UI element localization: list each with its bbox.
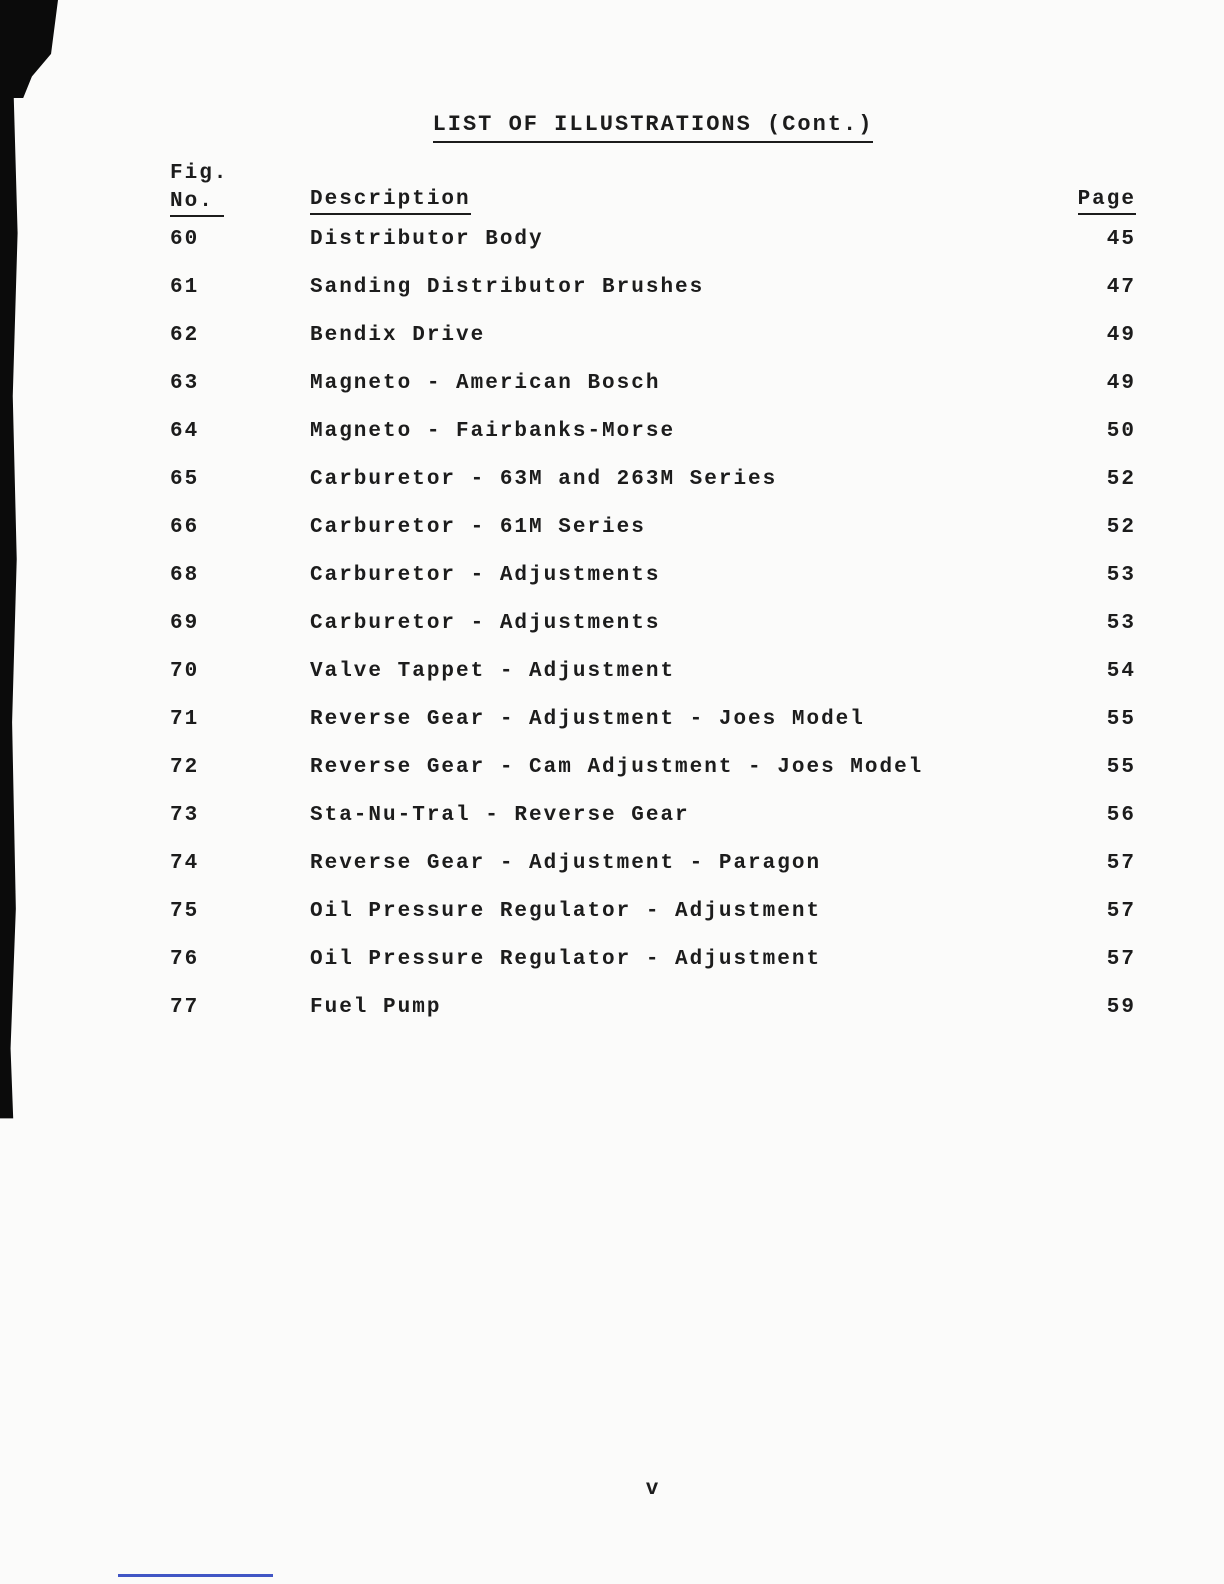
figure-description: Sta-Nu-Tral - Reverse Gear: [310, 804, 690, 827]
table-row: [170, 996, 1136, 1044]
table-row: [170, 372, 1136, 420]
figure-description: Magneto - American Bosch: [310, 372, 661, 395]
fig-number: 70: [170, 660, 200, 683]
fig-number: 73: [170, 804, 200, 827]
figure-description: Fuel Pump: [310, 996, 442, 1019]
page-title: LIST OF ILLUSTRATIONS (Cont.): [433, 112, 874, 143]
page-number: 53: [1106, 564, 1136, 587]
page-number: 50: [1106, 420, 1136, 443]
page-number: 52: [1106, 516, 1136, 539]
page-number: 53: [1106, 612, 1136, 635]
fig-number: 75: [170, 900, 200, 923]
figure-description: Carburetor - 63M and 263M Series: [310, 468, 778, 491]
scan-artifact-top-left-corner: [0, 0, 58, 98]
figure-description: Reverse Gear - Cam Adjustment - Joes Model: [310, 756, 924, 779]
fig-number: 76: [170, 948, 200, 971]
illustrations-table: [170, 228, 1136, 1044]
table-row: [170, 804, 1136, 852]
figure-description: Reverse Gear - Adjustment - Paragon: [310, 852, 822, 875]
page-number: 56: [1106, 804, 1136, 827]
table-row: [170, 900, 1136, 948]
figure-description: Carburetor - 61M Series: [310, 516, 646, 539]
figure-description: Magneto - Fairbanks-Morse: [310, 420, 676, 443]
figure-description: Bendix Drive: [310, 324, 486, 347]
table-row: [170, 324, 1136, 372]
page-number: 59: [1106, 996, 1136, 1019]
page-number: 54: [1106, 660, 1136, 683]
fig-number: 71: [170, 708, 200, 731]
figure-description: Sanding Distributor Brushes: [310, 276, 705, 299]
page-number: 45: [1106, 228, 1136, 251]
table-row: [170, 228, 1136, 276]
table-row: [170, 852, 1136, 900]
page-column-header: Page: [1078, 188, 1136, 215]
figure-description: Reverse Gear - Adjustment - Joes Model: [310, 708, 865, 731]
page-number: 55: [1106, 708, 1136, 731]
fig-no-column-header: [170, 160, 228, 216]
table-row: [170, 276, 1136, 324]
table-row: [170, 468, 1136, 516]
title-container: [170, 112, 1136, 143]
figure-description: Carburetor - Adjustments: [310, 564, 661, 587]
page-number: 57: [1106, 852, 1136, 875]
fig-number: 62: [170, 324, 200, 347]
page-number: 57: [1106, 900, 1136, 923]
fig-number: 65: [170, 468, 200, 491]
description-column-header: Description: [310, 188, 471, 215]
figure-description: Carburetor - Adjustments: [310, 612, 661, 635]
table-row: [170, 564, 1136, 612]
fig-number: 69: [170, 612, 200, 635]
page-number: 52: [1106, 468, 1136, 491]
table-row: [170, 612, 1136, 660]
fig-number: 74: [170, 852, 200, 875]
page-number: 55: [1106, 756, 1136, 779]
table-row: [170, 708, 1136, 756]
footer-page-number: v: [645, 1478, 661, 1501]
table-row: [170, 660, 1136, 708]
figure-description: Distributor Body: [310, 228, 544, 251]
figure-description: Oil Pressure Regulator - Adjustment: [310, 948, 822, 971]
page-number: 49: [1106, 324, 1136, 347]
fig-number: 63: [170, 372, 200, 395]
fig-number: 66: [170, 516, 200, 539]
table-row: [170, 420, 1136, 468]
fig-number: 72: [170, 756, 200, 779]
footer: [170, 1478, 1136, 1501]
fig-number: 64: [170, 420, 200, 443]
fig-header-line1: Fig.: [170, 162, 229, 185]
table-row: [170, 756, 1136, 804]
page-number: 57: [1106, 948, 1136, 971]
fig-header-line2: No.: [170, 190, 224, 217]
fig-number: 68: [170, 564, 200, 587]
scan-artifact-left-edge: [0, 0, 22, 1165]
page-number: 47: [1106, 276, 1136, 299]
fig-number: 60: [170, 228, 200, 251]
table-row: [170, 516, 1136, 564]
figure-description: Valve Tappet - Adjustment: [310, 660, 676, 683]
fig-number: 61: [170, 276, 200, 299]
figure-description: Oil Pressure Regulator - Adjustment: [310, 900, 822, 923]
page-number: 49: [1106, 372, 1136, 395]
fig-number: 77: [170, 996, 200, 1019]
scan-artifact-bottom-blue-line: [118, 1574, 273, 1577]
table-row: [170, 948, 1136, 996]
